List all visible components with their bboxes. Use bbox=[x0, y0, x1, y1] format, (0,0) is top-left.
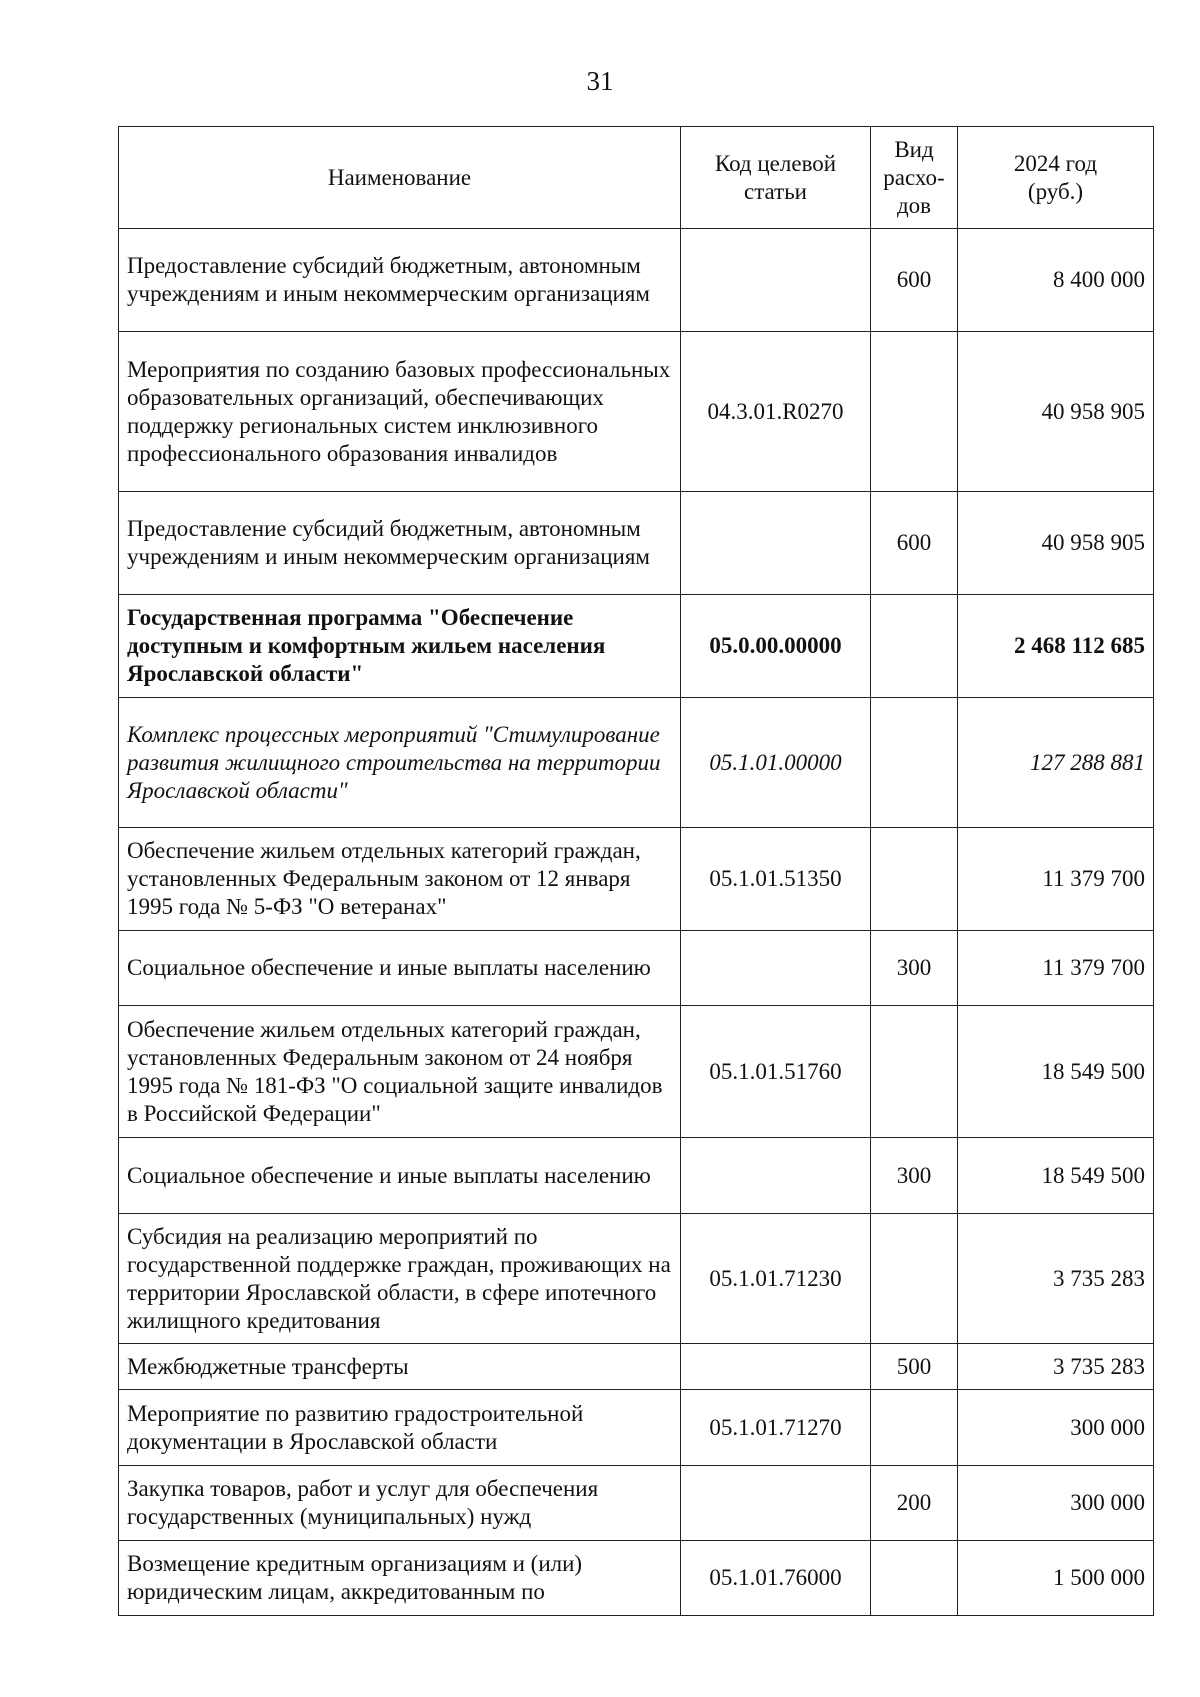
cell-amount: 11 379 700 bbox=[958, 828, 1154, 931]
cell-type: 600 bbox=[871, 492, 958, 595]
cell-type: 600 bbox=[871, 229, 958, 332]
cell-code: 05.1.01.51350 bbox=[681, 828, 871, 931]
cell-amount: 3 735 283 bbox=[958, 1214, 1154, 1344]
cell-name: Обеспечение жильем отдельных категорий граждан, установленных Федеральным законом от 24 ноября 1995 года № 181-ФЗ "О социальной защите инвалидов в Российской Федерации" bbox=[119, 1006, 681, 1138]
table-body bbox=[119, 229, 1154, 1616]
cell-code: 05.1.01.51760 bbox=[681, 1006, 871, 1138]
table-row bbox=[119, 1214, 1154, 1344]
cell-amount: 8 400 000 bbox=[958, 229, 1154, 332]
cell-amount: 40 958 905 bbox=[958, 492, 1154, 595]
cell-name: Субсидия на реализацию мероприятий по государственной поддержке граждан, проживающих на территории Ярославской области, в сфере ипотечного жилищного кредитования bbox=[119, 1214, 681, 1344]
cell-amount: 300 000 bbox=[958, 1390, 1154, 1466]
header-code: Код целевой статьи bbox=[681, 127, 871, 229]
cell-amount: 1 500 000 bbox=[958, 1541, 1154, 1616]
cell-code: 05.1.01.00000 bbox=[681, 698, 871, 828]
cell-name: Закупка товаров, работ и услуг для обеспечения государственных (муниципальных) нужд bbox=[119, 1466, 681, 1541]
cell-code bbox=[681, 229, 871, 332]
cell-name: Межбюджетные трансферты bbox=[119, 1344, 681, 1390]
cell-type bbox=[871, 595, 958, 698]
cell-code bbox=[681, 1344, 871, 1390]
cell-type bbox=[871, 332, 958, 492]
cell-amount: 2 468 112 685 bbox=[958, 595, 1154, 698]
table-row bbox=[119, 332, 1154, 492]
cell-type bbox=[871, 1214, 958, 1344]
cell-code: 05.1.01.71230 bbox=[681, 1214, 871, 1344]
table-row bbox=[119, 931, 1154, 1006]
table-header-row bbox=[119, 127, 1154, 229]
cell-code: 05.1.01.71270 bbox=[681, 1390, 871, 1466]
cell-type bbox=[871, 828, 958, 931]
cell-type: 300 bbox=[871, 1138, 958, 1214]
table-row bbox=[119, 1344, 1154, 1390]
cell-code: 05.0.00.00000 bbox=[681, 595, 871, 698]
cell-amount: 18 549 500 bbox=[958, 1138, 1154, 1214]
table-row bbox=[119, 698, 1154, 828]
table-row bbox=[119, 595, 1154, 698]
table-row bbox=[119, 1006, 1154, 1138]
cell-amount: 18 549 500 bbox=[958, 1006, 1154, 1138]
cell-name: Обеспечение жильем отдельных категорий граждан, установленных Федеральным законом от 12 января 1995 года № 5-ФЗ "О ветеранах" bbox=[119, 828, 681, 931]
cell-type: 300 bbox=[871, 931, 958, 1006]
cell-name: Государственная программа "Обеспечение доступным и комфортным жильем населения Ярославской области" bbox=[119, 595, 681, 698]
table-row bbox=[119, 229, 1154, 332]
cell-amount: 127 288 881 bbox=[958, 698, 1154, 828]
cell-type: 500 bbox=[871, 1344, 958, 1390]
cell-code bbox=[681, 1138, 871, 1214]
cell-amount: 3 735 283 bbox=[958, 1344, 1154, 1390]
table-row bbox=[119, 1466, 1154, 1541]
cell-type bbox=[871, 1541, 958, 1616]
cell-name: Предоставление субсидий бюджетным, автономным учреждениям и иным некоммерческим организациям bbox=[119, 229, 681, 332]
header-amount: 2024 год (руб.) bbox=[958, 127, 1154, 229]
cell-code: 04.3.01.R0270 bbox=[681, 332, 871, 492]
cell-name: Социальное обеспечение и иные выплаты населению bbox=[119, 931, 681, 1006]
budget-table bbox=[118, 126, 1154, 1616]
cell-code bbox=[681, 492, 871, 595]
cell-type bbox=[871, 698, 958, 828]
table-row bbox=[119, 492, 1154, 595]
header-type: Вид расхо- дов bbox=[871, 127, 958, 229]
cell-type bbox=[871, 1006, 958, 1138]
cell-name: Социальное обеспечение и иные выплаты населению bbox=[119, 1138, 681, 1214]
cell-type: 200 bbox=[871, 1466, 958, 1541]
cell-name: Комплекс процессных мероприятий "Стимулирование развития жилищного строительства на территории Ярославской области" bbox=[119, 698, 681, 828]
table-row bbox=[119, 1390, 1154, 1466]
table-row bbox=[119, 1138, 1154, 1214]
cell-name: Мероприятия по созданию базовых профессиональных образовательных организаций, обеспечивающих поддержку региональных систем инклюзивного профессионального образования инвалидов bbox=[119, 332, 681, 492]
cell-amount: 11 379 700 bbox=[958, 931, 1154, 1006]
cell-name: Возмещение кредитным организациям и (или) юридическим лицам, аккредитованным по bbox=[119, 1541, 681, 1616]
cell-code bbox=[681, 931, 871, 1006]
cell-amount: 300 000 bbox=[958, 1466, 1154, 1541]
cell-name: Предоставление субсидий бюджетным, автономным учреждениям и иным некоммерческим организациям bbox=[119, 492, 681, 595]
header-name: Наименование bbox=[119, 127, 681, 229]
table-row bbox=[119, 828, 1154, 931]
cell-code: 05.1.01.76000 bbox=[681, 1541, 871, 1616]
cell-code bbox=[681, 1466, 871, 1541]
table-row bbox=[119, 1541, 1154, 1616]
cell-type bbox=[871, 1390, 958, 1466]
page-number: 31 bbox=[586, 66, 614, 96]
cell-name: Мероприятие по развитию градостроительной документации в Ярославской области bbox=[119, 1390, 681, 1466]
cell-amount: 40 958 905 bbox=[958, 332, 1154, 492]
